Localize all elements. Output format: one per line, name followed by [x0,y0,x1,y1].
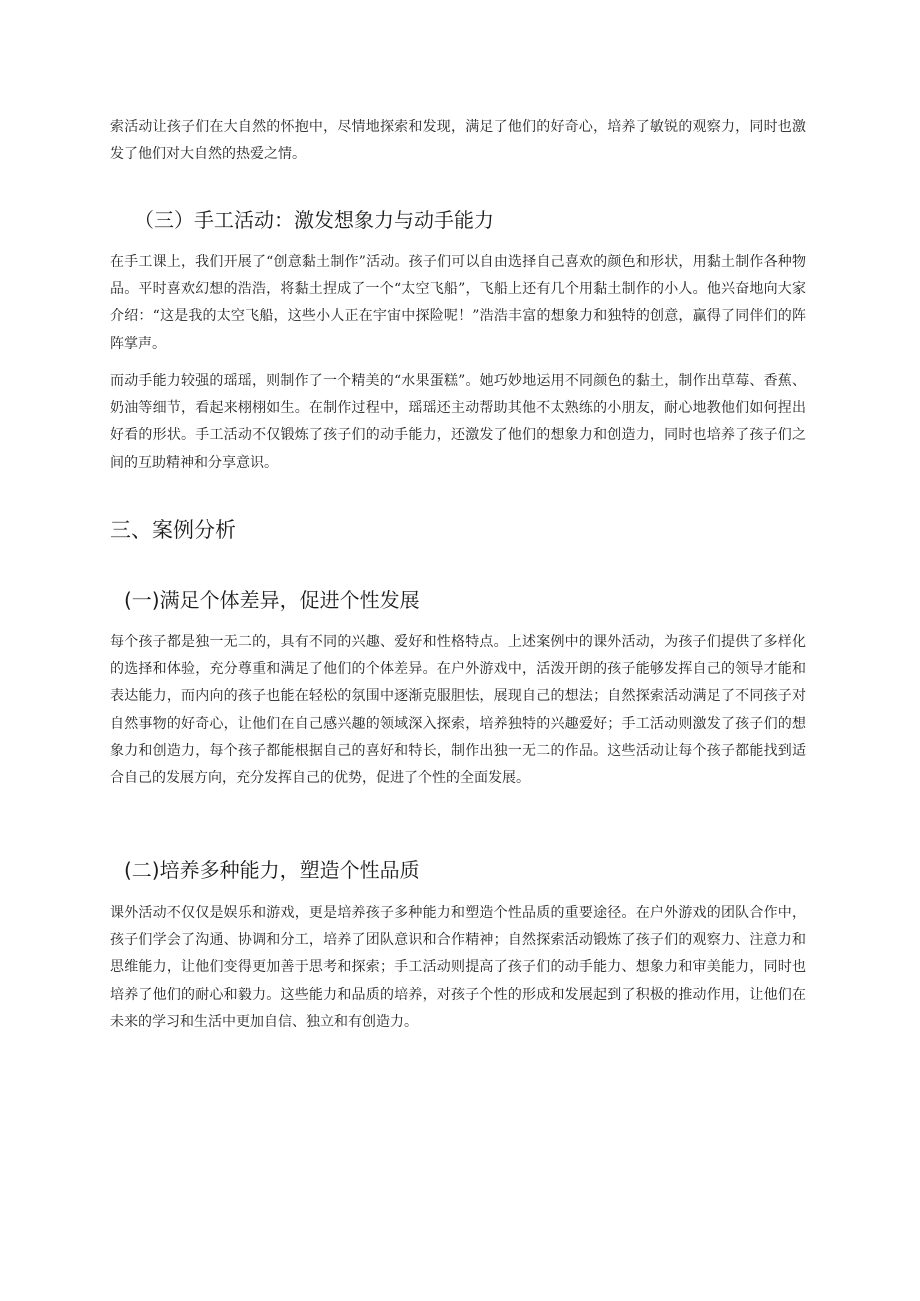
paragraph-fruit-cake: 而动手能力较强的瑶瑶，则制作了一个精美的“水果蛋糕”。她巧妙地运用不同颜色的黏土，制作出草莓、香蕉、奶油等细节，看起来栩栩如生。在制作过程中，瑶瑶还主动帮助其他不太熟练的小朋友，耐心地教他们如何捏出好看的形状。手工活动不仅锻炼了孩子们的动手能力，还激发了他们的想象力和创造力，同时也培养了孩子们之间的互助精神和分享意识。 [110,373,806,471]
paragraph-individual-differences: 每个孩子都是独一无二的，具有不同的兴趣、爱好和性格特点。上述案例中的课外活动，为孩子们提供了多样化的选择和体验，充分尊重和满足了他们的个体差异。在户外游戏中，活泼开朗的孩子能够发挥自己的领导才能和表达能力，而内向的孩子也能在轻松的氛围中逐渐克服胆怯，展现自己的想法；自然探索活动满足了不同孩子对自然事物的好奇心，让他们在自己感兴趣的领域深入探索，培养独特的兴趣爱好；手工活动则激发了孩子们的想象力和创造力，每个孩子都能根据自己的喜好和特长，制作出独一无二的作品。这些活动让每个孩子都能找到适合自己的发展方向，充分发挥自己的优势，促进了个性的全面发展。 [110,634,806,787]
section-heading-case-analysis: 三、案例分析 [110,518,236,542]
paragraph-nature-exploration-end: 索活动让孩子们在大自然的怀抱中，尽情地探索和发现，满足了他们的好奇心，培养了敏锐的观察力，同时也激发了他们对大自然的热爱之情。 [110,119,806,163]
subheading-multiple-abilities: (二)培养多种能力，塑造个性品质 [124,858,420,882]
paragraph-clay-creation: 在手工课上，我们开展了“创意黏土制作”活动。孩子们可以自由选择自己喜欢的颜色和形状，用黏土制作各种物品。平时喜欢幻想的浩浩，将黏土捏成了一个“太空飞船”，飞船上还有几个用黏土制作的小人。他兴奋地向大家介绍：“这是我的太空飞船，这些小人正在宇宙中探险呢！”浩浩丰富的想象力和独特的创意，赢得了同伴们的阵阵掌声。 [110,254,806,352]
paragraph-multiple-abilities: 课外活动不仅仅是娱乐和游戏，更是培养孩子多种能力和塑造个性品质的重要途径。在户外游戏的团队合作中，孩子们学会了沟通、协调和分工，培养了团队意识和合作精神；自然探索活动锻炼了孩子们的观察力、注意力和思维能力，让他们变得更加善于思考和探索；手工活动则提高了孩子们的动手能力、想象力和审美能力，同时也培养了他们的耐心和毅力。这些能力和品质的培养，对孩子个性的形成和发展起到了积极的推动作用，让他们在未来的学习和生活中更加自信、独立和有创造力。 [110,905,806,1030]
subheading-individual-differences: (一)满足个体差异，促进个性发展 [124,588,420,612]
subheading-handcraft-activity: （三）手工活动：激发想象力与动手能力 [134,208,494,232]
